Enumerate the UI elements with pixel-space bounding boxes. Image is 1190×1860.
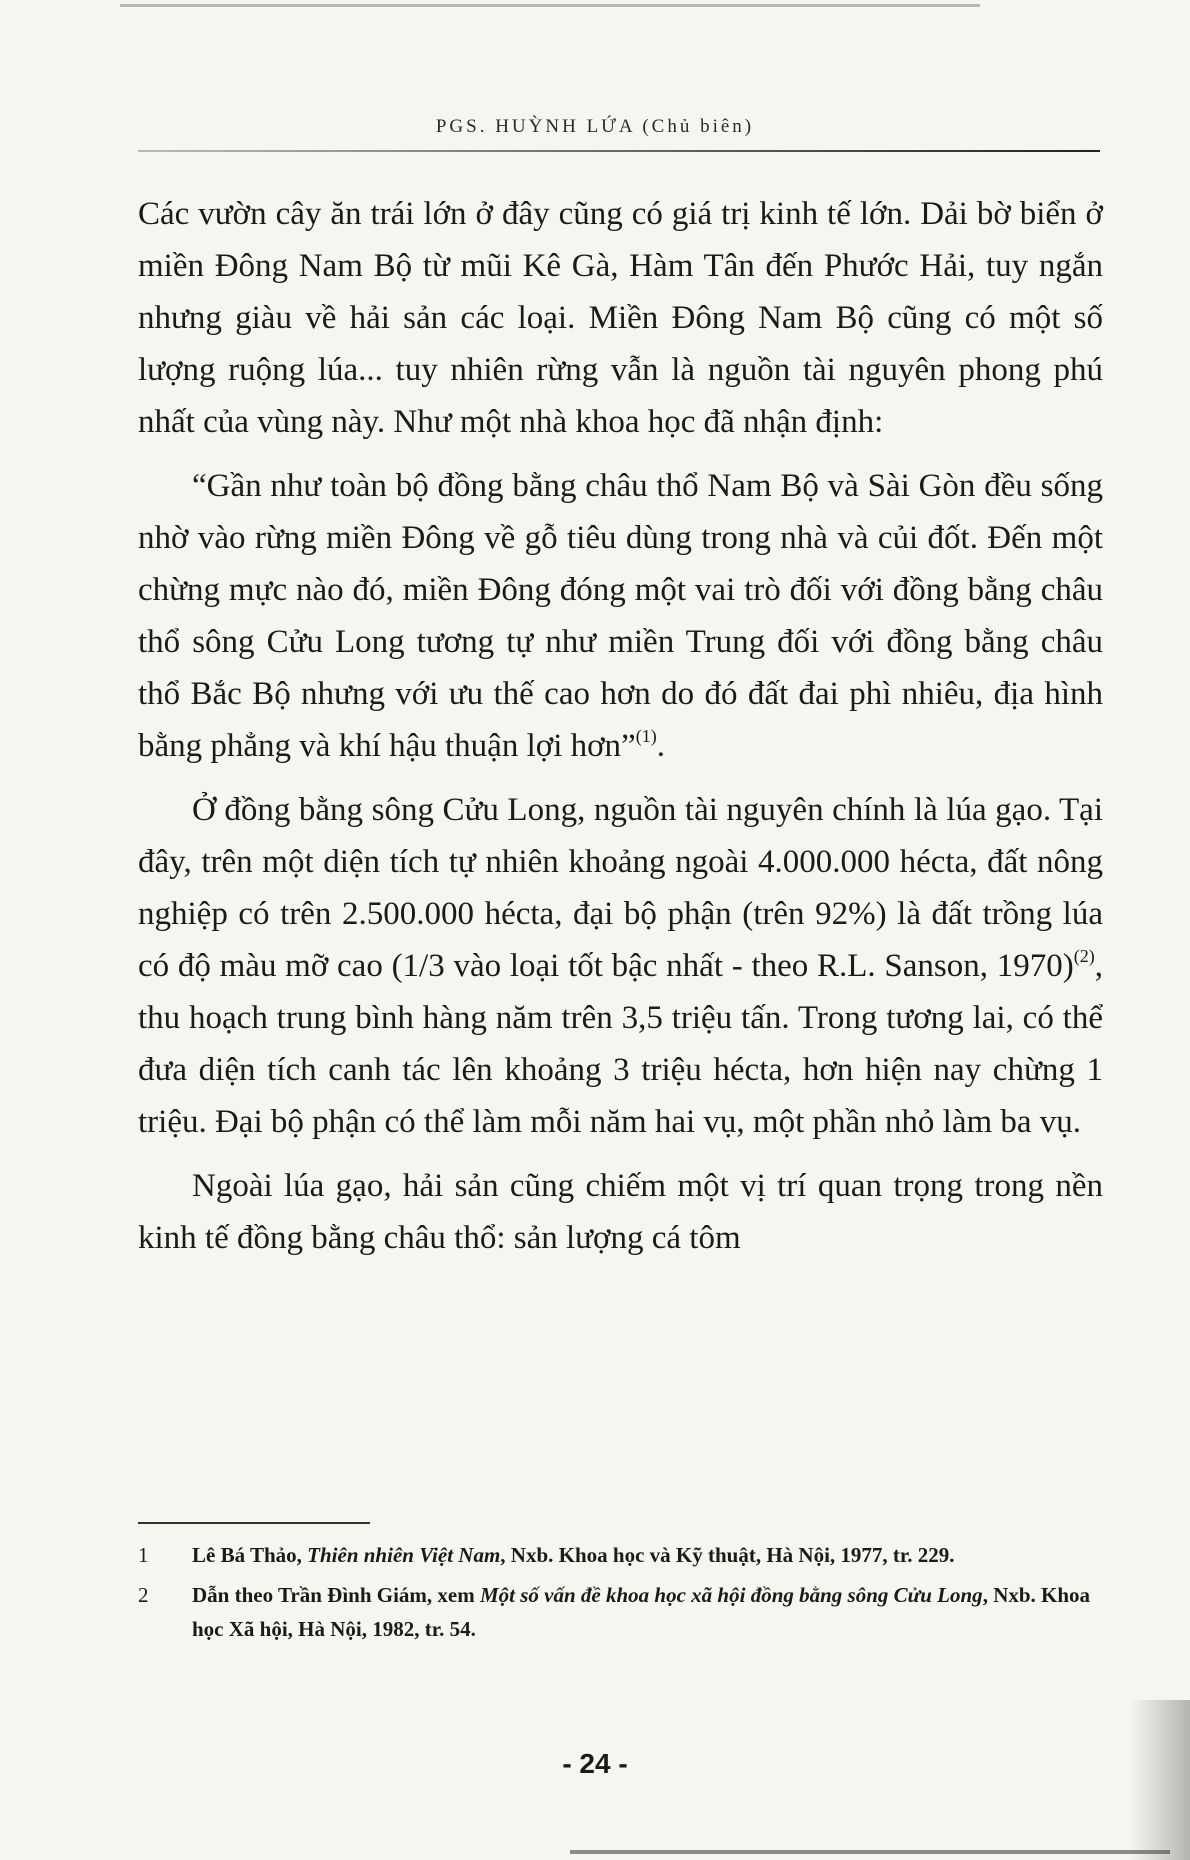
page-number: - 24 - <box>562 1748 628 1779</box>
scan-edge-shadow <box>1130 1700 1190 1860</box>
paragraph-1: Các vườn cây ăn trái lớn ở đây cũng có giá trị kinh tế lớn. Dải bờ biển ở miền Đông Nam Bộ từ mũi Kê Gà, Hàm Tân đến Phước Hải, tuy ngắn nhưng giàu về hải sản các loại. Miền Đông Nam Bộ cũng có một số lượng ruộng lúa... tuy nhiên rừng vẫn là nguồn tài nguyên phong phú nhất của vùng này. Như một nhà khoa học đã nhận định: <box>138 196 1103 440</box>
footnote-publication: , Nxb. Khoa học và Kỹ thuật, Hà Nội, 1977, tr. 229. <box>500 1543 955 1567</box>
footnote-rule <box>138 1522 370 1524</box>
bottom-edge-rule <box>570 1850 1170 1854</box>
paragraph-4: Ngoài lúa gạo, hải sản cũng chiếm một vị trí quan trọng trong nền kinh tế đồng bằng châu thổ: sản lượng cá tôm <box>138 1168 1103 1256</box>
footnote-2 <box>138 1578 1103 1646</box>
body-text <box>138 188 1103 1264</box>
quote-paragraph <box>138 460 1103 772</box>
footnote-author: Dẫn theo Trần Đình Giám, xem <box>192 1583 480 1607</box>
footnote-number: 2 <box>138 1583 149 1607</box>
footnote-title: Một số vấn đề khoa học xã hội đồng bằng sông Cửu Long <box>480 1583 983 1607</box>
quote-end-period: . <box>656 728 665 764</box>
header-rule <box>138 150 1100 152</box>
footnote-ref-1: (1) <box>635 726 657 746</box>
footnote-text <box>192 1538 1103 1572</box>
footnote-text <box>192 1578 1103 1646</box>
footnote-number: 1 <box>138 1543 149 1567</box>
paragraph-3-part-b: , thu hoạch trung bình hàng năm trên 3,5 triệu tấn. Trong tương lai, có thể đưa diện tích canh tác lên khoảng 3 triệu hécta, hơn hiện nay chừng 1 triệu. Đại bộ phận có thể làm mỗi năm hai vụ, một phần nhỏ làm ba vụ. <box>138 948 1103 1140</box>
footnote-author: Lê Bá Thảo, <box>192 1543 308 1567</box>
paragraph-3-part-a: Ở đồng bằng sông Cửu Long, nguồn tài nguyên chính là lúa gạo. Tại đây, trên một diện tích tự nhiên khoảng ngoài 4.000.000 hécta, đất nông nghiệp có trên 2.500.000 hécta, đại bộ phận (trên 92%) là đất trồng lúa có độ màu mỡ cao (1/3 vào loại tốt bậc nhất - theo R.L. Sanson, 1970) <box>138 792 1103 984</box>
top-edge-rule <box>120 4 980 7</box>
footnote-1 <box>138 1538 1103 1572</box>
quote-text: “Gần như toàn bộ đồng bằng châu thổ Nam Bộ và Sài Gòn đều sống nhờ vào rừng miền Đông về gỗ tiêu dùng trong nhà và củi đốt. Đến một chừng mực nào đó, miền Đông đóng một vai trò đối với đồng bằng châu thổ sông Cửu Long tương tự như miền Trung đối với đồng bằng châu thổ Bắc Bộ nhưng với ưu thế cao hơn do đó đất đai phì nhiêu, địa hình bằng phẳng và khí hậu thuận lợi hơn” <box>138 468 1103 764</box>
footnote-ref-2: (2) <box>1073 946 1095 966</box>
footnote-title: Thiên nhiên Việt Nam <box>307 1543 501 1567</box>
running-head: PGS. HUỲNH LỨA (Chủ biên) <box>435 116 755 137</box>
paragraph-3 <box>138 784 1103 1148</box>
footnotes <box>138 1538 1103 1652</box>
footnote-publication: , Nxb. Khoa học Xã hội, Hà Nội, 1982, tr. 54. <box>192 1583 1091 1641</box>
